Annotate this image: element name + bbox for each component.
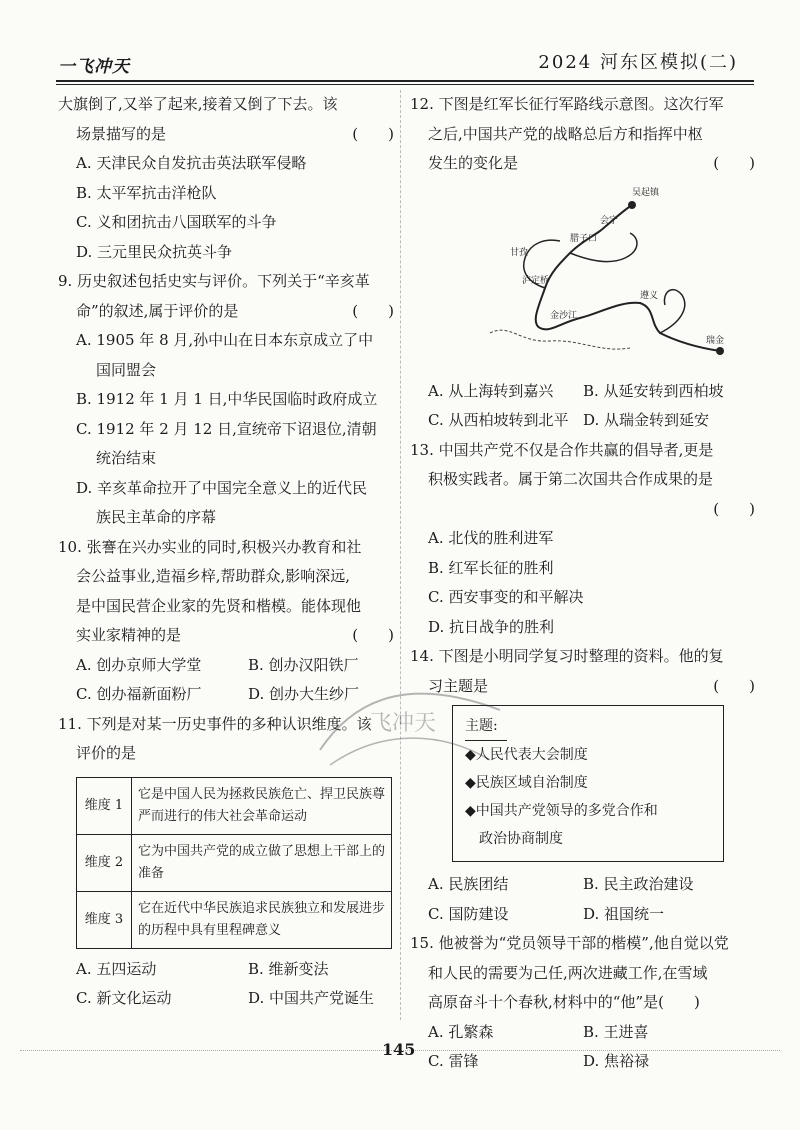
dimension-text: 它是中国人民为拯救民族危亡、捍卫民族尊严而进行的伟大社会革命运动 xyxy=(132,777,392,834)
q10-stem-line: 10. 张謇在兴办实业的同时,积极兴办教育和社 xyxy=(58,537,362,556)
table-row xyxy=(77,834,392,891)
map-label: 泸定桥 xyxy=(522,275,550,286)
q11-option-d: D. 中国共产党诞生 xyxy=(248,989,375,1007)
q13-option-a: A. 北伐的胜利进军 xyxy=(428,529,554,547)
q11-dimension-table xyxy=(76,777,392,949)
box-item: ◆人民代表大会制度 xyxy=(465,747,588,763)
q15-option-d: D. 焦裕禄 xyxy=(583,1052,650,1070)
q9-option-c-cont: 统治结束 xyxy=(96,449,157,467)
map-label: 遵义 xyxy=(640,290,659,301)
end-marker xyxy=(628,201,636,209)
box-item-cont: 政治协商制度 xyxy=(479,831,563,847)
column-divider xyxy=(400,90,401,1020)
q9-option-a: A. 1905 年 8 月,孙中山在日本东京成立了中 xyxy=(76,331,374,349)
river-line xyxy=(490,330,630,349)
q11-option-a: A. 五四运动 xyxy=(76,959,157,978)
answer-paren: ( ) xyxy=(352,626,394,644)
q12-stem-line: 发生的变化是 ( ) xyxy=(410,149,755,179)
q15-option-b: B. 王进喜 xyxy=(583,1022,649,1041)
q15-options-row xyxy=(410,1047,755,1077)
q10-stem-line: 是中国民营企业家的先贤和楷模。能体现他 xyxy=(76,596,362,615)
q14-options-row xyxy=(410,870,755,900)
q8-option-d: D. 三元里民众抗英斗争 xyxy=(76,242,233,261)
box-item: ◆民族区域自治制度 xyxy=(465,775,588,791)
answer-paren: ( ) xyxy=(713,499,755,518)
map-label: 甘孜 xyxy=(510,247,529,258)
q10-stem-line: 会公益事业,造福乡梓,帮助群众,影响深远, xyxy=(76,567,351,585)
q14-options-row xyxy=(410,900,755,930)
right-column xyxy=(410,90,755,1077)
q12-option-d: D. 从瑞金转到延安 xyxy=(583,411,710,429)
q14-option-d: D. 祖国统一 xyxy=(583,904,665,923)
stamp-watermark xyxy=(300,670,520,780)
q13-option-c: C. 西安事变的和平解决 xyxy=(428,588,584,606)
answer-paren: ( ) xyxy=(713,676,755,695)
q14-stem-line: 14. 下图是小明同学复习时整理的资料。他的复 xyxy=(410,647,724,665)
q11-option-c: C. 新文化运动 xyxy=(76,989,172,1007)
q9-stem-line: 9. 历史叙述包括史实与评价。下列关于“辛亥革 xyxy=(58,272,370,290)
q12-stem-line: 之后,中国共产党的战略总后方和指挥中枢 xyxy=(428,124,703,143)
q8-stem-line: 大旗倒了,又举了起来,接着又倒了下去。该 xyxy=(58,95,338,113)
q11-stem-line: 11. 下列是对某一历史事件的多种认识维度。该 xyxy=(58,714,372,733)
q8-option-b: B. 太平军抗击洋枪队 xyxy=(76,183,217,202)
route-line xyxy=(536,205,720,351)
table-row xyxy=(77,891,392,948)
q15-stem-line: 和人民的需要为己任,两次进藏工作,在雪域 xyxy=(428,963,708,982)
q13-stem-line: 积极实践者。属于第二次国共合作成果的是 xyxy=(428,470,714,488)
table-row xyxy=(77,777,392,834)
q10-option-b: B. 创办汉阳铁厂 xyxy=(248,655,359,674)
brand-title: 一飞冲天 xyxy=(58,57,130,77)
q9-option-c: C. 1912 年 2 月 12 日,宣统帝下诏退位,清朝 xyxy=(76,419,377,438)
q11-option-b: B. 维新变法 xyxy=(248,959,329,978)
q13-stem-line: 13. 中国共产党不仅是合作共赢的倡导者,更是 xyxy=(410,440,714,459)
header-rule xyxy=(56,80,754,82)
q9-option-b: B. 1912 年 1 月 1 日,中华民国临时政府成立 xyxy=(76,390,378,408)
q9-stem-line: 命”的叙述,属于评价的是 ( ) xyxy=(58,297,394,327)
map-label: 瑞金 xyxy=(706,335,725,346)
q9-option-a-cont: 国同盟会 xyxy=(96,360,157,379)
q10-option-c: C. 创办福新面粉厂 xyxy=(76,685,202,703)
q12-options-row xyxy=(410,377,755,407)
left-column xyxy=(58,90,394,1014)
q9-option-d: D. 辛亥革命拉开了中国完全意义上的近代民 xyxy=(76,478,368,497)
dimension-label: 维度 2 xyxy=(77,834,132,891)
header-rule-thin xyxy=(56,84,754,85)
long-march-route-map xyxy=(450,183,750,373)
q15-option-c: C. 雷锋 xyxy=(428,1052,479,1070)
stamp-text: 飞冲天 xyxy=(370,711,437,736)
q12-option-b: B. 从延安转到西柏坡 xyxy=(583,381,724,400)
map-label: 金沙江 xyxy=(550,310,578,321)
map-label: 会宁 xyxy=(600,215,619,226)
q12-stem-line: 12. 下图是红军长征行军路线示意图。这次行军 xyxy=(410,95,724,113)
page-number: 145 xyxy=(382,1040,416,1059)
start-marker xyxy=(716,347,724,355)
q14-option-a: A. 民族团结 xyxy=(428,875,509,893)
q12-options-row xyxy=(410,406,755,436)
q15-option-a: A. 孔繁森 xyxy=(428,1022,494,1041)
map-label: 吴起镇 xyxy=(632,187,660,198)
answer-paren: ( ) xyxy=(352,301,394,320)
q13-option-d: D. 抗日战争的胜利 xyxy=(428,617,555,636)
q8-stem-line: 场景描写的是 ( ) xyxy=(58,120,394,150)
q14-option-c: C. 国防建设 xyxy=(428,904,509,923)
q12-option-c: C. 从西柏坡转到北平 xyxy=(428,411,569,429)
q8-option-a: A. 天津民众自发抗击英法联军侵略 xyxy=(76,154,307,172)
q12-option-a: A. 从上海转到嘉兴 xyxy=(428,381,554,400)
answer-paren: ( ) xyxy=(713,154,755,172)
q11-stem-line: 评价的是 xyxy=(76,744,137,762)
q11-options-row xyxy=(58,955,394,985)
q15-stem-line: 15. 他被誉为“党员领导干部的楷模”,他自觉以党 xyxy=(410,934,729,952)
q11-options-row xyxy=(58,984,394,1014)
q10-option-d: D. 创办大生纱厂 xyxy=(248,685,360,703)
answer-paren: ( ) xyxy=(352,124,394,143)
q14-stem-line: 习主题是 ( ) xyxy=(410,672,755,702)
q9-option-d-cont: 族民主革命的序幕 xyxy=(96,508,217,526)
q10-option-a: A. 创办京师大学堂 xyxy=(76,655,202,674)
box-title: 主题: xyxy=(465,712,507,741)
q8-option-c: C. 义和团抗击八国联军的斗争 xyxy=(76,213,277,231)
dimension-label: 维度 1 xyxy=(77,777,132,834)
map-label: 腊子口 xyxy=(570,233,598,244)
exam-title: 2024 河东区模拟(二) xyxy=(538,52,738,73)
dimension-text: 它为中国共产党的成立做了思想上干部上的准备 xyxy=(132,834,392,891)
q13-option-b: B. 红军长征的胜利 xyxy=(428,558,554,577)
route-map-svg xyxy=(450,183,750,373)
q15-options-row xyxy=(410,1018,755,1048)
dimension-label: 维度 3 xyxy=(77,891,132,948)
q15-stem-line: 高原奋斗十个春秋,材料中的“他”是( ) xyxy=(428,993,700,1011)
q10-stem-line: 实业家精神的是 ( ) xyxy=(58,621,394,651)
box-item: ◆中国共产党领导的多党合作和 xyxy=(465,803,658,819)
dimension-text: 它在近代中华民族追求民族独立和发展进步的历程中具有里程碑意义 xyxy=(132,891,392,948)
q13-answer-line xyxy=(410,495,755,525)
q14-option-b: B. 民主政治建设 xyxy=(583,875,694,893)
